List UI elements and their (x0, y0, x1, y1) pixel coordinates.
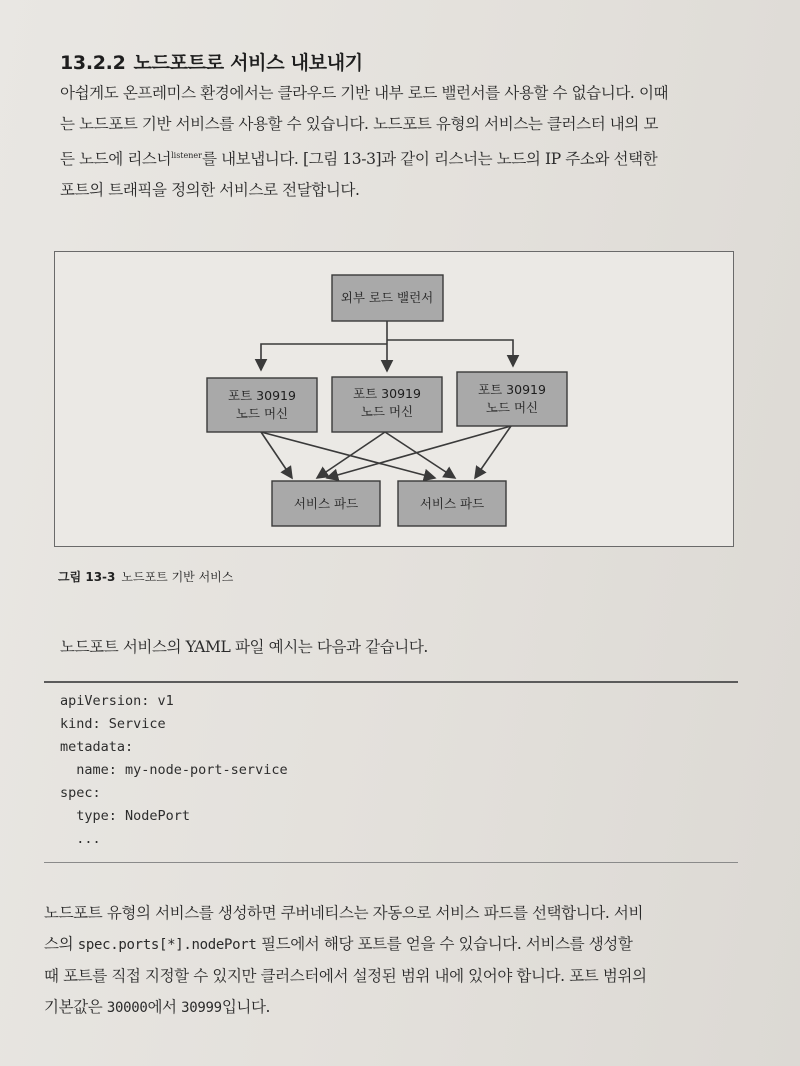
code-block (44, 681, 738, 863)
intro-paragraph (60, 78, 740, 206)
service-pod-label: 서비스 파드 (419, 496, 485, 511)
code-line: spec: (60, 785, 101, 801)
node-machine-box (207, 378, 317, 432)
node-port-label: 포트 30919 (228, 388, 296, 403)
node-machine-label: 노드 머신 (360, 404, 414, 419)
text-span: 입니다. (221, 998, 271, 1016)
code-line: apiVersion: v1 (60, 693, 174, 709)
service-pod-box (398, 481, 506, 526)
node-pod-arrow (475, 426, 511, 478)
inline-code: spec.ports[*].nodePort (77, 937, 257, 953)
text-line (44, 992, 744, 1024)
text-span: 든 노드에 리스너 (60, 150, 172, 168)
text-line: 때 포트를 직접 지정할 수 있지만 클러스터에서 설정된 범위 내에 있어야 합니다. 포트 범위의 (44, 967, 647, 985)
caption-text: 노드포트 기반 서비스 (121, 570, 234, 584)
lb-branch-line (387, 340, 513, 366)
text-span: 에서 (147, 998, 182, 1016)
node-port-label: 포트 30919 (353, 386, 421, 401)
term-superscript: listener (171, 151, 202, 160)
text-line: 노드포트 유형의 서비스를 생성하면 쿠버네티스는 자동으로 서비스 파드를 선택합니다. 서비 (44, 904, 644, 922)
text-line: 포트의 트래픽을 정의한 서비스로 전달합니다. (60, 181, 360, 199)
text-line: 아쉽게도 온프레미스 환경에서는 클라우드 기반 내부 로드 밸런서를 사용할 수 없습니다. 이때 (60, 84, 669, 102)
code-line: metadata: (60, 739, 134, 755)
node-port-label: 포트 30919 (478, 382, 546, 397)
load-balancer-label: 외부 로드 밸런서 (340, 290, 434, 305)
load-balancer-box (332, 275, 443, 321)
code-line: type: NodePort (60, 808, 191, 824)
code-line: name: my-node-port-service (60, 762, 288, 778)
service-pod-box (272, 481, 380, 526)
text-line (44, 929, 744, 961)
text-line (60, 140, 740, 175)
lb-branch-line (261, 344, 387, 370)
section-number: 13.2.2 (60, 52, 126, 74)
text-span: 스의 (44, 935, 78, 953)
node-pod-arrow (385, 432, 455, 478)
diagram-svg (55, 252, 735, 548)
code-line: ... (60, 831, 101, 847)
node-machine-box (457, 372, 567, 426)
section-title: 노드포트로 서비스 내보내기 (133, 52, 363, 74)
figure-caption (58, 568, 233, 585)
inline-code: 30999 (181, 1000, 222, 1016)
text-span: 를 내보냅니다. [그림 13-3]과 같이 리스너는 노드의 IP 주소와 선택한 (201, 150, 658, 168)
node-machine-box (332, 377, 442, 432)
section-heading (60, 48, 363, 75)
node-machine-label: 노드 머신 (485, 400, 539, 415)
node-machine-label: 노드 머신 (235, 406, 289, 421)
yaml-intro-paragraph: 노드포트 서비스의 YAML 파일 예시는 다음과 같습니다. (60, 638, 428, 656)
inline-code: 30000 (106, 1000, 148, 1016)
service-pod-label: 서비스 파드 (293, 496, 359, 511)
caption-label: 그림 13-3 (58, 570, 116, 584)
code-line: kind: Service (60, 716, 166, 732)
text-line (60, 109, 740, 140)
figure-diagram (54, 251, 734, 547)
text-span: 는 노드포트 기반 서비스를 사용할 수 있습니다. 노드포트 유형의 서비스는 클러스터 내의 모 (60, 115, 659, 133)
text-span: 기본값은 (44, 998, 107, 1016)
nodeport-detail-paragraph (44, 898, 744, 1024)
text-span: 필드에서 해당 포트를 얻을 수 있습니다. 서비스를 생성할 (256, 935, 633, 953)
